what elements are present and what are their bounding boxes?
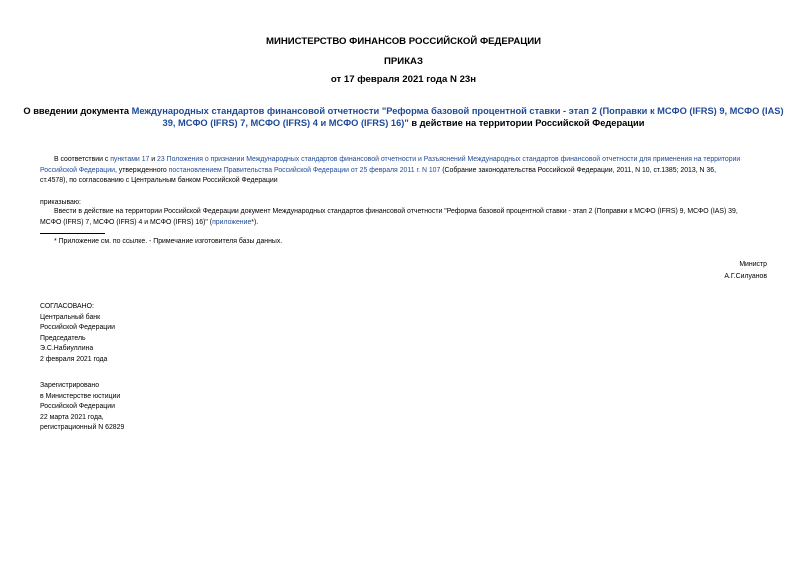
- basis-text-2: и: [149, 156, 158, 163]
- agreed-line: Российской Федерации: [40, 324, 115, 331]
- agreed-block: [40, 302, 115, 365]
- signature-block: [724, 259, 767, 282]
- appendix-link[interactable]: приложение: [212, 218, 252, 226]
- agreed-line: Председатель: [40, 334, 86, 342]
- agreed-line: Центральный банк: [40, 313, 101, 321]
- basis-text-3: , утвержденного: [114, 166, 169, 174]
- signer-position: Министр: [739, 261, 767, 268]
- government-decree-link[interactable]: постановлением Правительства Российской Федерации от 25 февраля 2011 г. N 107: [168, 166, 441, 174]
- agreed-line: 2 февраля 2021 года: [40, 355, 108, 363]
- basis-text-5: ст.4578), по согласованию с Центральным банком Российской Федерации: [40, 177, 278, 184]
- regulation-link-cont[interactable]: Российской Федерации: [40, 166, 115, 174]
- regulation-link[interactable]: 23 Положения о признании Международных стандартов финансовой отчетности и Разъяснений Международных стандартов финансовой отчетности для применения на территории: [157, 156, 741, 163]
- registered-line: Зарегистрировано: [40, 382, 100, 389]
- signer-name: А.Г.Силуанов: [724, 272, 767, 280]
- title-standard-link[interactable]: Международных стандартов финансовой отчетности "Реформа базовой процентной ставки - этап 2 (Поправки к МСФО (IFRS) 9, МСФО (IAS): [131, 106, 784, 116]
- points-17-link[interactable]: пунктами 17: [110, 156, 150, 163]
- registered-line: в Министерстве юстиции: [40, 392, 121, 400]
- registered-line: Российской Федерации: [40, 403, 115, 410]
- footnote: * Приложение см. по ссылке. - Примечание изготовителя базы данных.: [54, 238, 283, 245]
- ministry-heading: МИНИСТЕРСТВО ФИНАНСОВ РОССИЙСКОЙ ФЕДЕРАЦИИ: [265, 36, 542, 47]
- order-word: приказываю:: [40, 199, 81, 206]
- title-standard-link-cont[interactable]: 39, МСФО (IFRS) 7, МСФО (IFRS) 4 и МСФО (IFRS) 16)": [162, 118, 409, 128]
- document-title: [20, 105, 787, 129]
- title-suffix: в действие на территории Российской Федерации: [408, 118, 645, 128]
- agreed-line: Э.С.Набиуллина: [40, 345, 94, 352]
- registered-line: 22 марта 2021 года,: [40, 413, 104, 421]
- order-line-2-end: *).: [251, 218, 259, 226]
- basis-paragraph: [40, 155, 800, 187]
- order-line-1: Ввести в действие на территории Российской Федерации документ Международных стандартов финансовой отчетности "Реформа базовой процентной ставки - этап 2 (Поправки к МСФО (IFRS) 9, МСФО (IAS) 39,: [54, 208, 738, 215]
- title-prefix: О введении документа: [23, 106, 132, 116]
- registered-line: регистрационный N 62829: [40, 424, 125, 431]
- footnote-divider: [40, 233, 105, 234]
- basis-text-4: (Собрание законодательства Российской Федерации, 2011, N 10, ст.1385; 2013, N 36,: [440, 166, 717, 174]
- agreed-line: СОГЛАСОВАНО:: [40, 303, 94, 310]
- order-line-2-text: МСФО (IFRS) 7, МСФО (IFRS) 4 и МСФО (IFRS) 16)" (: [40, 218, 213, 226]
- date-number-heading: от 17 февраля 2021 года N 23н: [330, 74, 477, 85]
- order-paragraph: [40, 207, 800, 228]
- basis-text-1: В соответствии с: [54, 156, 111, 163]
- registered-block: [40, 381, 124, 434]
- doc-type-heading: ПРИКАЗ: [384, 56, 423, 67]
